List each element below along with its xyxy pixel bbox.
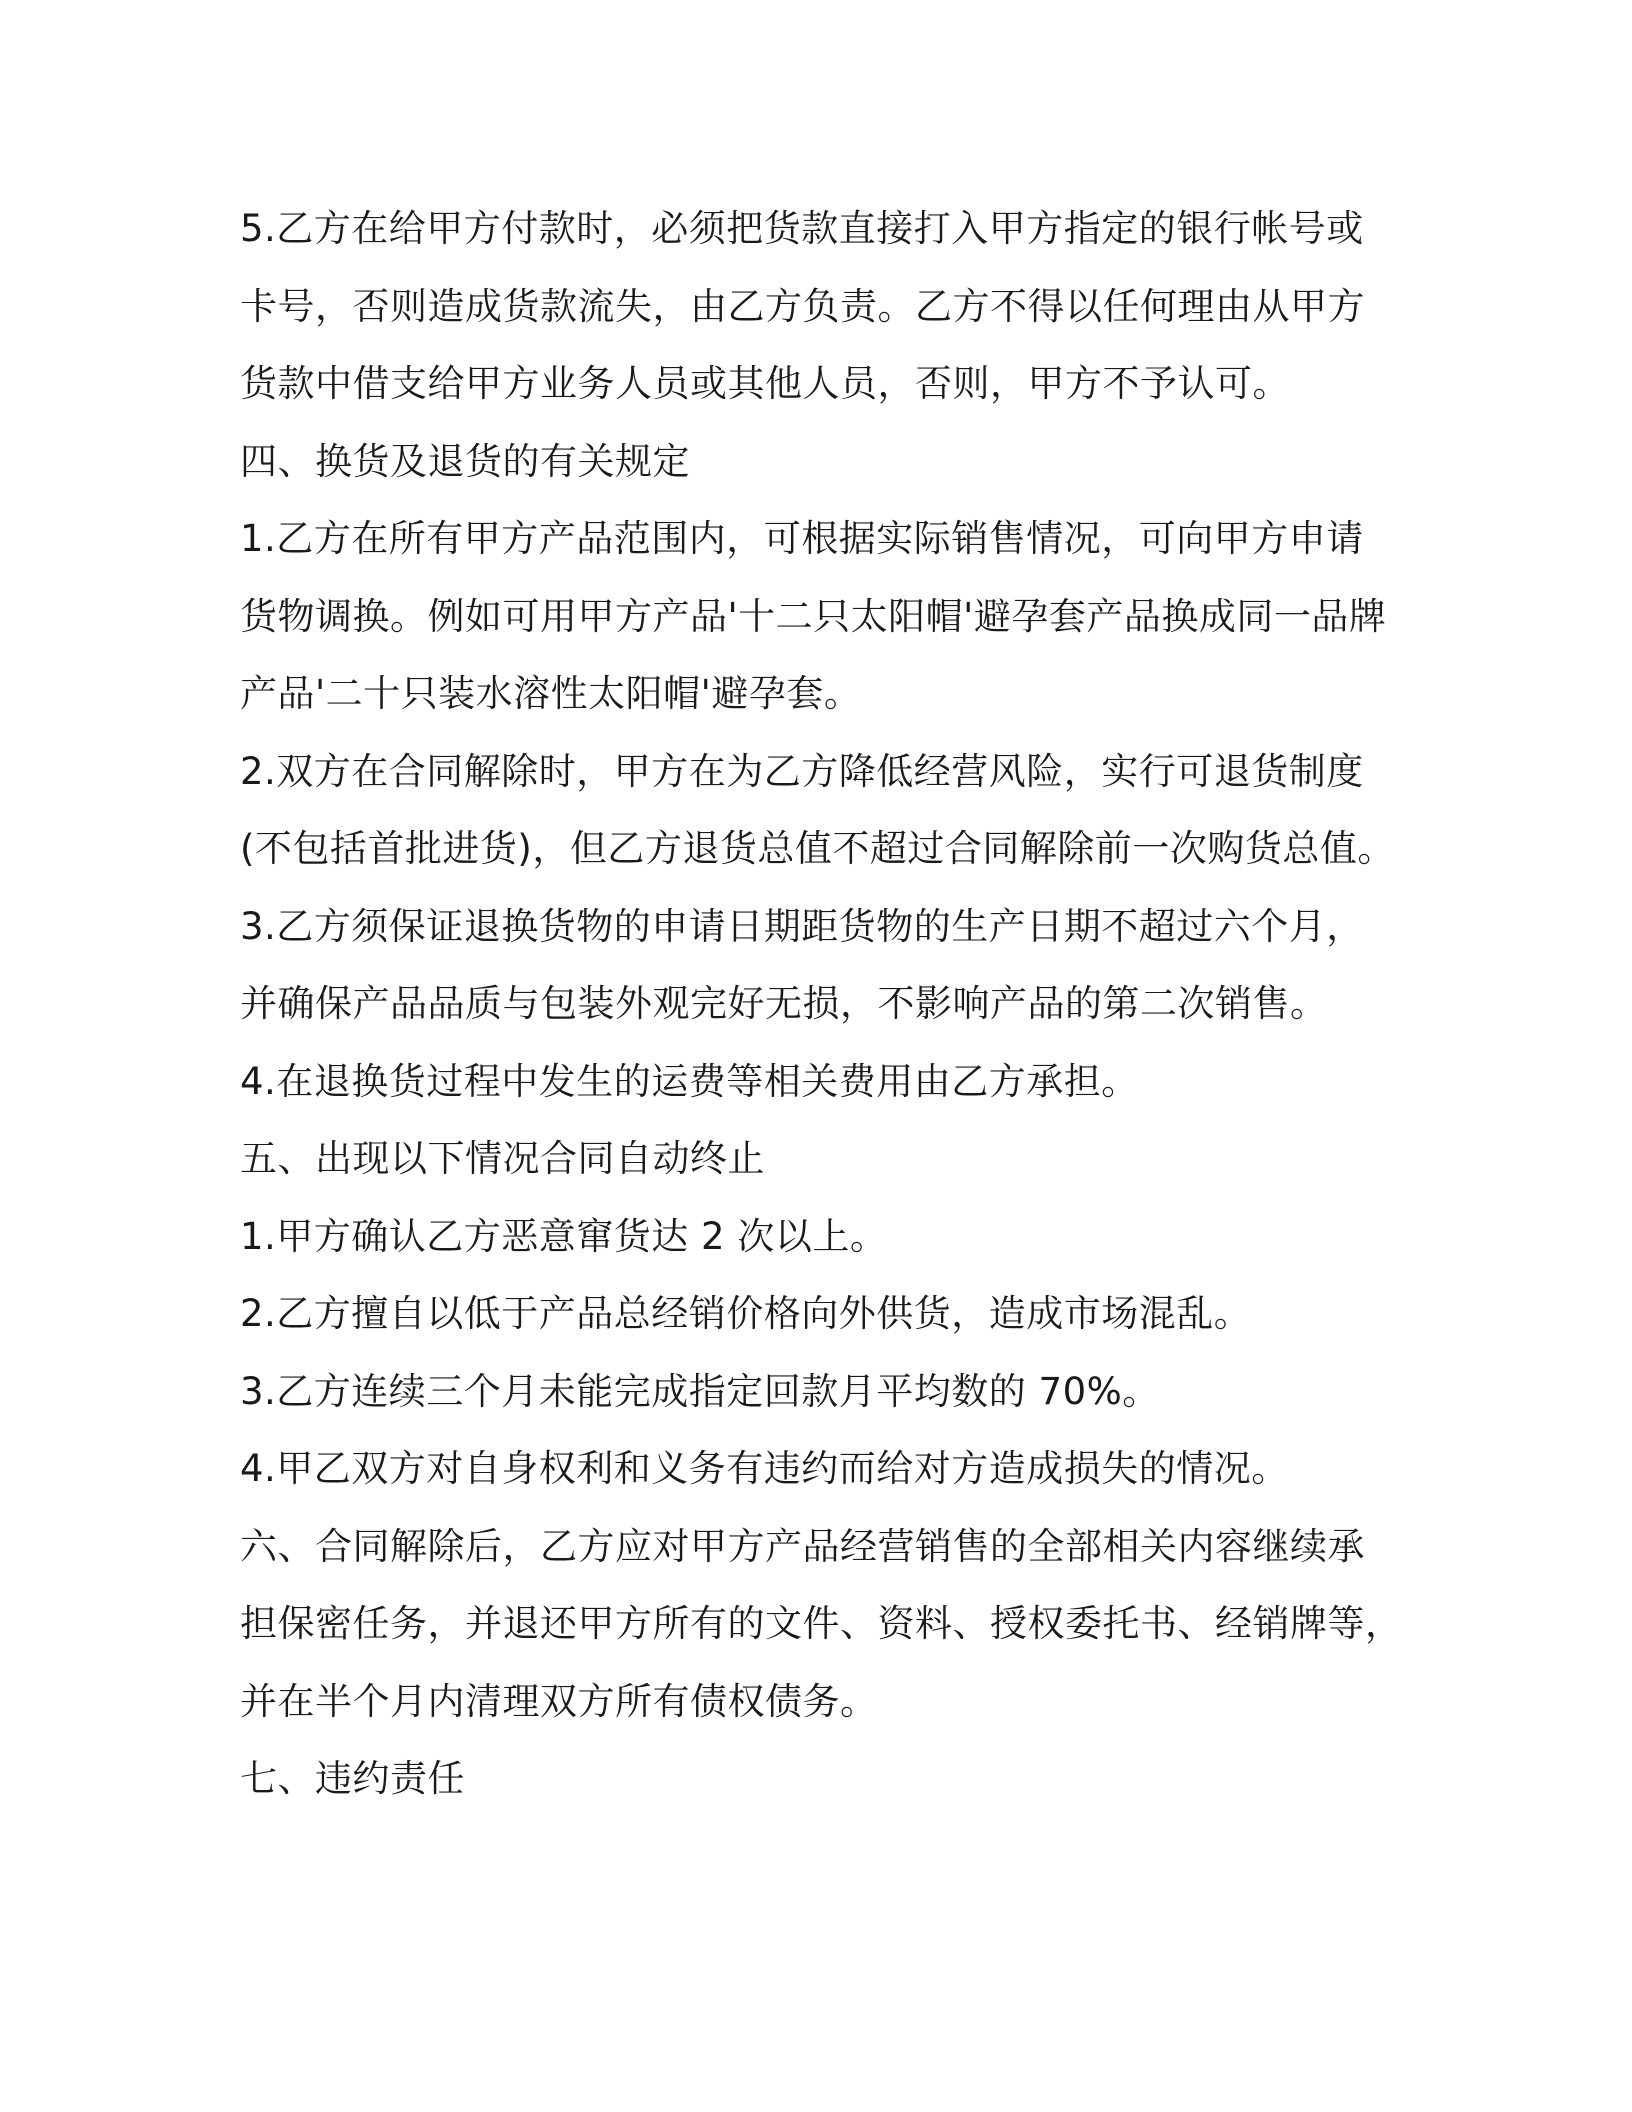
- section-heading-7: 七、违约责任: [240, 1757, 465, 1800]
- section-heading-6: 六、合同解除后，乙方应对甲方产品经营销售的全部相关内容继续承: [240, 1524, 1365, 1568]
- text-line: 并确保产品品质与包装外观完好无损，不影响产品的第二次销售。: [240, 982, 1328, 1025]
- text-line: 并在半个月内清理双方所有债权债务。: [240, 1679, 878, 1723]
- document-body: [240, 190, 1403, 1818]
- text-line: 4.甲乙双方对自身权利和义务有违约而给对方造成损失的情况。: [240, 1447, 1289, 1490]
- text-line: 货款中借支给甲方业务人员或其他人员，否则，甲方不予认可。: [240, 362, 1290, 405]
- text-line: 卡号，否则造成货款流失，由乙方负责。乙方不得以任何理由从甲方: [240, 284, 1365, 328]
- section-heading-4: 四、换货及退货的有关规定: [240, 439, 690, 483]
- text-line: 2.乙方擅自以低于产品总经销价格向外供货，造成市场混乱。: [240, 1292, 1252, 1335]
- text-line: 3.乙方连续三个月未能完成指定回款月平均数的 70%。: [240, 1369, 1160, 1413]
- text-line: 1.乙方在所有甲方产品范围内，可根据实际销售情况，可向甲方申请: [240, 517, 1364, 560]
- text-line: 产品'二十只装水溶性太阳帽'避孕套。: [240, 672, 862, 715]
- section-heading-5: 五、出现以下情况合同自动终止: [240, 1137, 765, 1180]
- text-line: (不包括首批进货)，但乙方退货总值不超过合同解除前一次购货总值。: [240, 827, 1395, 870]
- text-line: 3.乙方须保证退换货物的申请日期距货物的生产日期不超过六个月，: [240, 904, 1364, 948]
- text-line: 5.乙方在给甲方付款时，必须把货款直接打入甲方指定的银行帐号或: [240, 207, 1364, 250]
- text-line: 2.双方在合同解除时，甲方在为乙方降低经营风险，实行可退货制度: [240, 749, 1364, 793]
- text-line: 4.在退换货过程中发生的运费等相关费用由乙方承担。: [240, 1059, 1139, 1103]
- text-line: 货物调换。例如可用甲方产品'十二只太阳帽'避孕套产品换成同一品牌: [240, 594, 1387, 638]
- text-line: 1.甲方确认乙方恶意窜货达 2 次以上。: [240, 1214, 888, 1258]
- text-line: 担保密任务，并退还甲方所有的文件、资料、授权委托书、经销牌等，: [240, 1602, 1403, 1645]
